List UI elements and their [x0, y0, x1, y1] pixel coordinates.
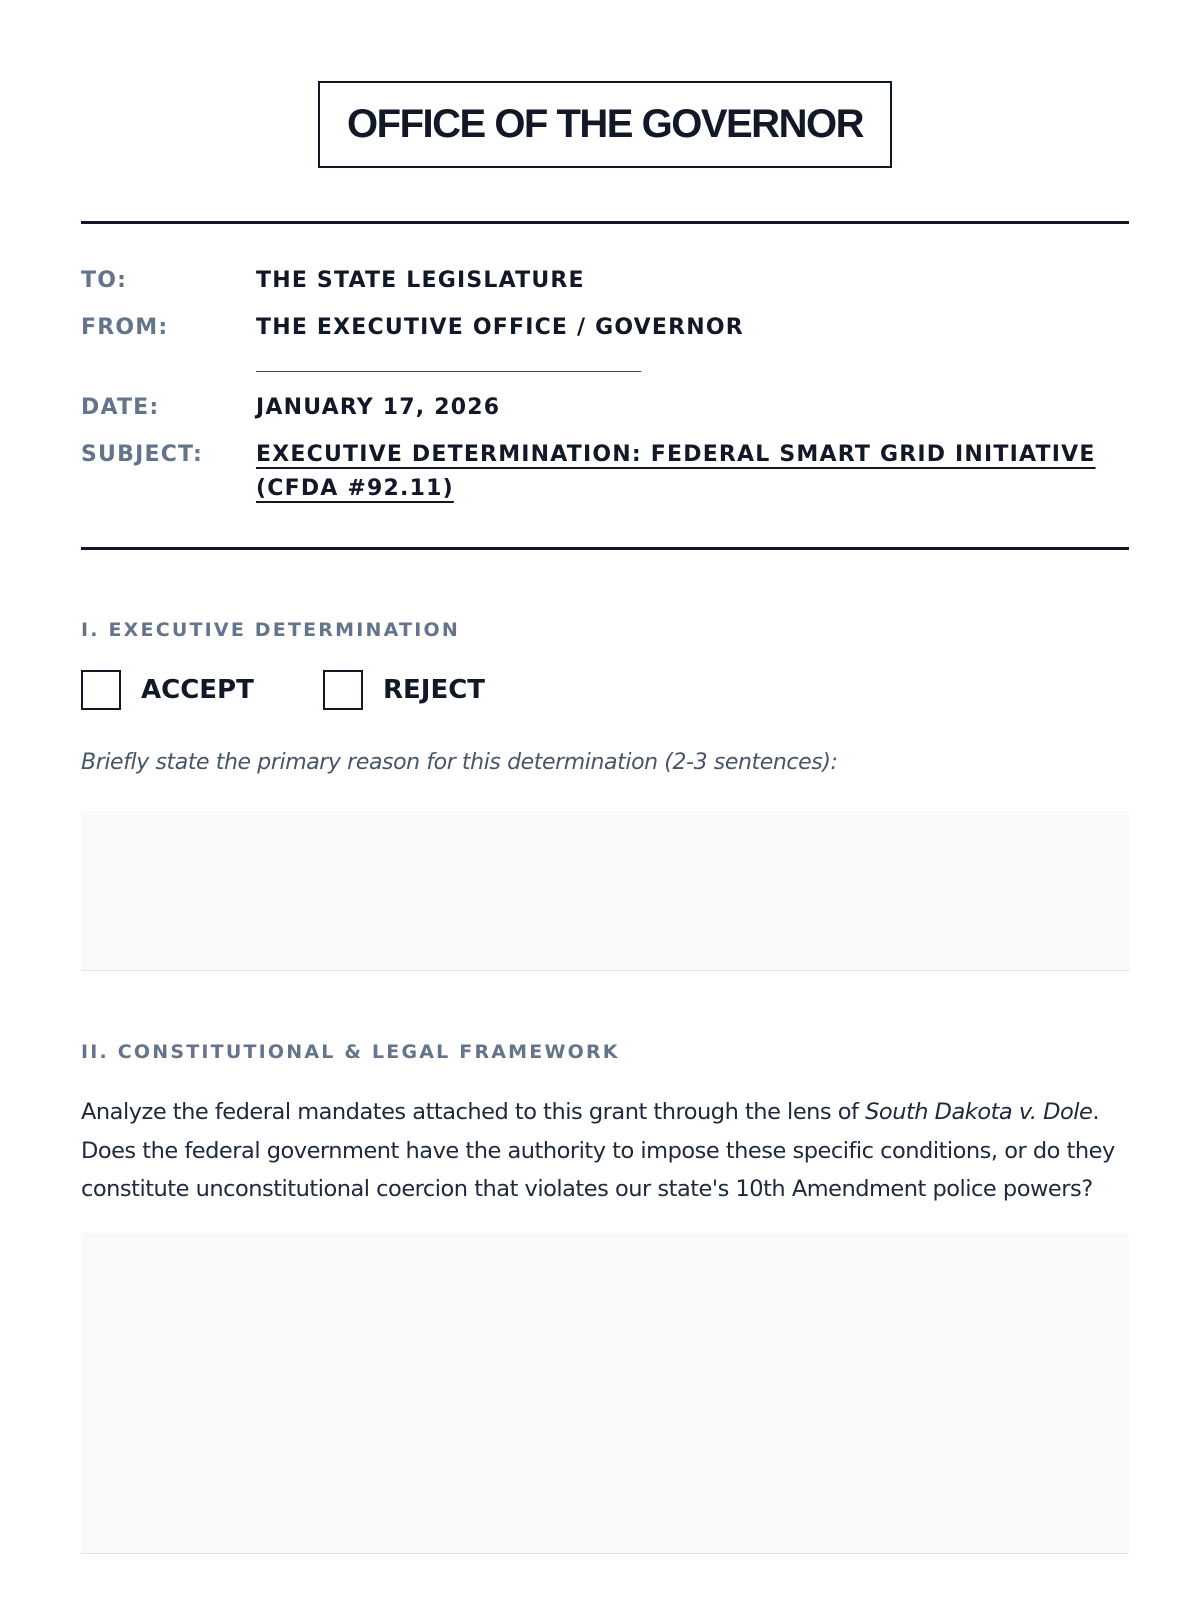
accept-option[interactable]	[81, 670, 254, 710]
legal-analysis-field[interactable]	[81, 1233, 1129, 1554]
date-value: JANUARY 17, 2026	[256, 395, 501, 420]
question-text-before: Analyze the federal mandates attached to this grant through the lens of	[81, 1099, 866, 1125]
subject-value-text: EXECUTIVE DETERMINATION: FEDERAL SMART GRID INITIATIVE (CFDA #92.11)	[256, 442, 1096, 501]
subject-value	[256, 438, 1129, 506]
reject-checkbox[interactable]	[323, 670, 363, 710]
section-heading-legal-framework: II. CONSTITUTIONAL & LEGAL FRAMEWORK	[81, 1041, 620, 1063]
from-signature-blank: ________________________________	[256, 348, 642, 372]
to-value: THE STATE LEGISLATURE	[256, 268, 585, 293]
to-label: TO:	[81, 268, 128, 293]
from-value: THE EXECUTIVE OFFICE / GOVERNOR	[256, 315, 744, 340]
title-wrap	[81, 81, 1129, 168]
determination-prompt: Briefly state the primary reason for this determination (2-3 sentences):	[81, 750, 838, 775]
date-label: DATE:	[81, 395, 160, 420]
section-heading-determination: I. EXECUTIVE DETERMINATION	[81, 619, 460, 641]
accept-label: ACCEPT	[141, 675, 254, 705]
accept-checkbox[interactable]	[81, 670, 121, 710]
subject-label: SUBJECT:	[81, 442, 204, 467]
top-divider	[81, 221, 1129, 224]
bottom-divider	[81, 547, 1129, 550]
memo-page	[81, 0, 1129, 1600]
case-name: South Dakota v. Dole	[865, 1099, 1093, 1125]
question-text-after: . Does the federal government have the authority to impose these specific conditions, or do they constitute unconstitutional coercion that violates our state's 10th Amendment police powers?	[81, 1099, 1115, 1202]
determination-options	[81, 670, 681, 710]
page-title: OFFICE OF THE GOVERNOR	[318, 81, 892, 168]
from-label: FROM:	[81, 315, 169, 340]
legal-framework-question	[81, 1093, 1129, 1209]
determination-reason-field[interactable]	[81, 811, 1129, 971]
reject-option[interactable]	[323, 670, 485, 710]
reject-label: REJECT	[383, 675, 486, 705]
